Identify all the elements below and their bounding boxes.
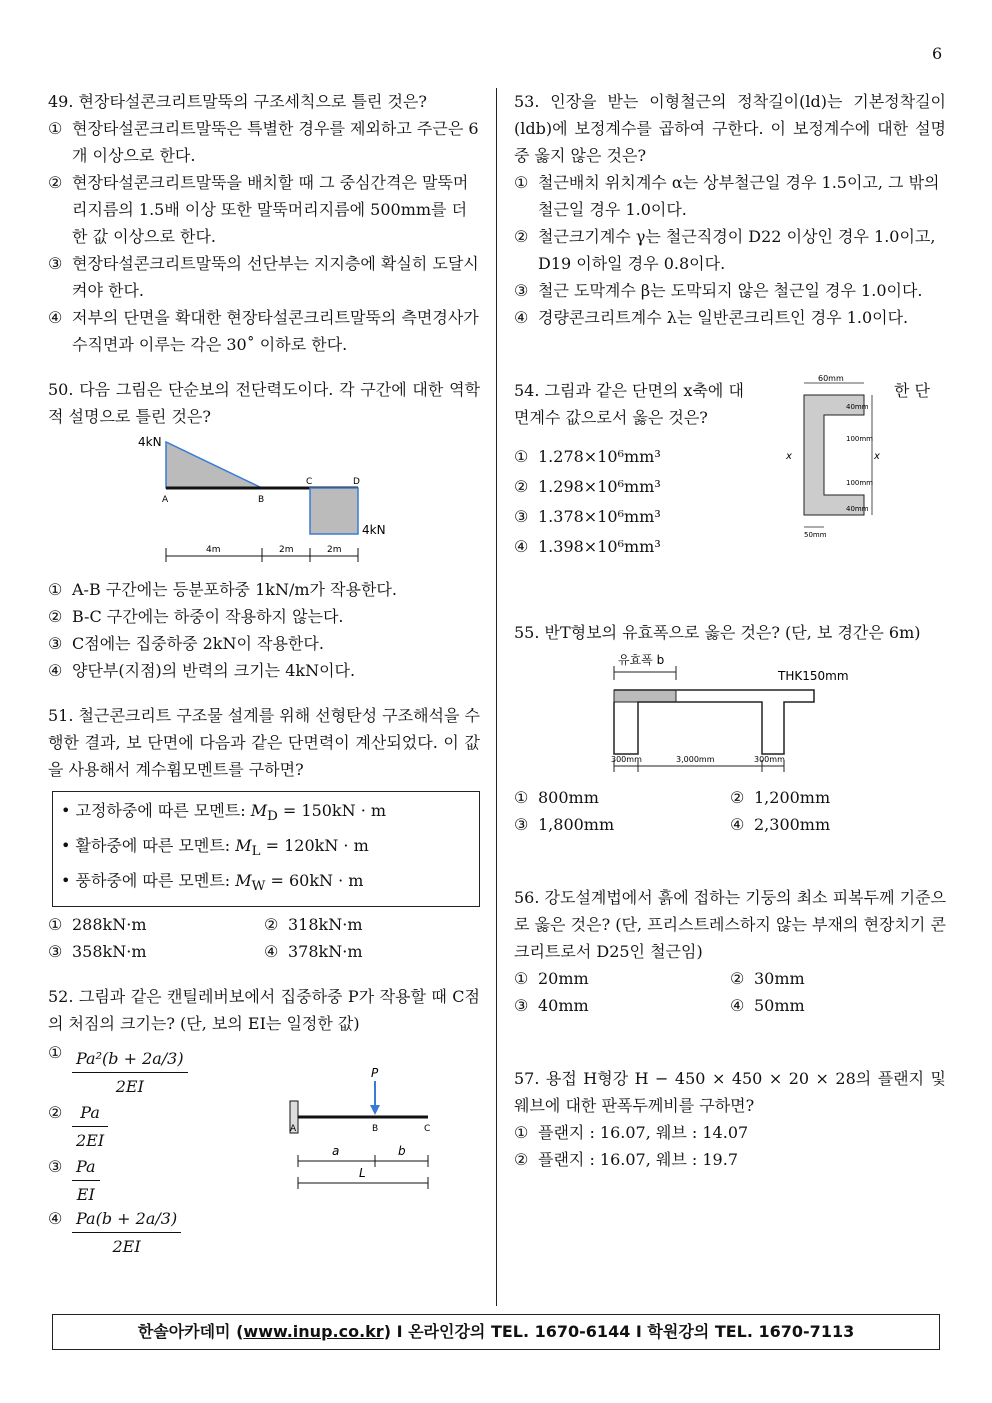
dim-r2: 100mm bbox=[846, 435, 873, 443]
slab-thickness-label: THK150mm bbox=[778, 669, 849, 683]
channel-section bbox=[804, 395, 864, 515]
q49-option-2: ② 현장타설콘크리트말뚝을 배치할 때 그 중심간격은 말뚝머리지름의 1.5배 이상 또한 말뚝머리지름에 500mm를 더한 값 이상으로 한다. bbox=[48, 173, 469, 246]
q53-options bbox=[514, 169, 946, 331]
q52-option-2: ② $\frac{Pa}{2EI}$ bbox=[48, 1099, 188, 1153]
q51-option-1: ① 288kN·m bbox=[48, 914, 147, 934]
dim-r4: 40mm bbox=[846, 505, 869, 513]
shear-force-diagram bbox=[48, 430, 480, 568]
q50-option-4: ④ 양단부(지점)의 반력의 크기는 4kN이다. bbox=[48, 661, 356, 680]
dim-w3: 300mm bbox=[754, 755, 785, 764]
q51-box-line-1: • 고정하중에 따른 모멘트: $M_D = 150kN \cdot m$ bbox=[61, 801, 387, 825]
q55-option-4: ④ 2,300mm bbox=[730, 815, 831, 834]
q51-box-line-2: • 활하중에 따른 모멘트: $M_L = 120kN \cdot m$ bbox=[61, 836, 369, 860]
footer-website-link[interactable]: www.inup.co.kr bbox=[243, 1322, 384, 1341]
dim-w1: 300mm bbox=[611, 755, 642, 764]
q53-option-4: ④ 경량콘크리트계수 λ는 일반콘크리트인 경우 1.0이다. bbox=[514, 308, 909, 327]
channel-section-diagram bbox=[784, 369, 894, 549]
q55-options bbox=[514, 784, 946, 838]
q51-option-2: ② 318kN·m bbox=[264, 914, 363, 934]
point-a: A bbox=[290, 1123, 297, 1134]
q49-stem: 49. 현장타설콘크리트말뚝의 구조세칙으로 틀린 것은? bbox=[48, 92, 427, 111]
q54-block bbox=[514, 374, 946, 557]
q49-options bbox=[48, 115, 480, 358]
q57-stem: 57. 용접 H형강 H − 450 × 450 × 20 × 28의 플랜지 및 웨브에 대한 판폭두께비를 구하면? bbox=[514, 1069, 946, 1115]
q56-option-1: ① 20mm bbox=[514, 969, 589, 988]
t-beam-diagram bbox=[514, 646, 946, 776]
load-label: P bbox=[371, 1066, 379, 1080]
q57-options bbox=[514, 1119, 946, 1173]
effective-width-label: 유효폭 b bbox=[618, 653, 665, 667]
load-arrowhead bbox=[370, 1105, 380, 1115]
q54-stem-right: 한 단 bbox=[894, 381, 930, 400]
point-b: B bbox=[372, 1123, 379, 1134]
q54-option-2: ② 1.298×10⁶mm³ bbox=[514, 477, 661, 496]
q50-stem: 50. 다음 그림은 단순보의 전단력도이다. 각 구간에 대한 역학적 설명으로 틀린 것은? bbox=[48, 380, 480, 426]
q55-option-2: ② 1,200mm bbox=[730, 788, 831, 807]
sfd-negative-region bbox=[310, 488, 358, 534]
cantilever-beam-diagram bbox=[284, 1067, 434, 1197]
page-number: 6 bbox=[932, 44, 943, 63]
sfd-point-b: B bbox=[258, 495, 265, 505]
dim-a: a bbox=[332, 1143, 340, 1158]
sfd-dim-3: 2m bbox=[327, 545, 342, 555]
page-footer: 한솔아카데미 (www.inup.co.kr) I 온라인강의 TEL. 1670-6144 I 학원강의 TEL. 1670-7113 bbox=[52, 1314, 940, 1350]
q56-option-4: ④ 50mm bbox=[730, 996, 805, 1015]
q54-option-4: ④ 1.398×10⁶mm³ bbox=[514, 537, 661, 556]
q57-option-2: ② 플랜지 : 16.07, 웨브 : 19.7 bbox=[514, 1150, 739, 1169]
dim-b: b bbox=[398, 1143, 406, 1158]
q51-stem: 51. 철근콘크리트 구조물 설계를 위해 선형탄성 구조해석을 수행한 결과, 보 단면에 다음과 같은 단면력이 계산되었다. 이 값을 사용해서 계수휨모멘트를 구하면? bbox=[48, 706, 480, 779]
right-column bbox=[514, 88, 946, 1173]
q52-options bbox=[48, 1039, 188, 1265]
dim-top: 60mm bbox=[818, 374, 844, 383]
q56-option-2: ② 30mm bbox=[730, 969, 805, 988]
sfd-point-c: C bbox=[306, 477, 313, 487]
dim-r1: 40mm bbox=[846, 403, 869, 411]
q49-option-4: ④ 저부의 단면을 확대한 현장타설콘크리트말뚝의 측면경사가 수직면과 이루는 각은 30˚ 이하로 한다. bbox=[48, 308, 479, 354]
dim-r3: 100mm bbox=[846, 479, 873, 487]
q55-option-3: ③ 1,800mm bbox=[514, 815, 615, 834]
q51-option-3: ③ 358kN·m bbox=[48, 941, 147, 961]
q55-stem: 55. 반T형보의 유효폭으로 옳은 것은? (단, 보 경간은 6m) bbox=[514, 623, 921, 642]
q56-options bbox=[514, 965, 946, 1019]
q49-option-1: ① 현장타설콘크리트말뚝은 특별한 경우를 제외하고 주근은 6개 이상으로 한다. bbox=[48, 119, 479, 165]
q50-option-3: ③ C점에는 집중하중 2kN이 작용한다. bbox=[48, 634, 324, 653]
effective-flange bbox=[614, 690, 676, 702]
q54-option-1: ① 1.278×10⁶mm³ bbox=[514, 447, 661, 466]
q52-body bbox=[48, 1037, 480, 1267]
q52-option-3: ③ $\frac{Pa}{EI}$ bbox=[48, 1153, 188, 1205]
q50-options bbox=[48, 576, 480, 684]
q51-options bbox=[48, 911, 480, 965]
sfd-positive-region bbox=[166, 442, 262, 488]
q51-option-4: ④ 378kN·m bbox=[264, 941, 363, 961]
sfd-point-d: D bbox=[353, 477, 360, 487]
dim-l: L bbox=[359, 1165, 366, 1180]
sfd-top-label: 4kN bbox=[138, 435, 162, 449]
q53-option-1: ① 철근배치 위치계수 α는 상부철근일 경우 1.5이고, 그 밖의 철근일 경우 1.0이다. bbox=[514, 173, 940, 219]
q53-stem: 53. 인장을 받는 이형철근의 정착길이(ld)는 기본정착길이(ldb)에 보정계수를 곱하여 구한다. 이 보정계수에 대한 설명 중 옳지 않은 것은? bbox=[514, 92, 946, 165]
dim-bottom: 50mm bbox=[804, 531, 827, 539]
sfd-dim-1: 4m bbox=[206, 545, 221, 555]
q49-option-3: ③ 현장타설콘크리트말뚝의 선단부는 지지층에 확실히 도달시켜야 한다. bbox=[48, 254, 479, 300]
q56-stem: 56. 강도설계법에서 흙에 접하는 기둥의 최소 피복두께 기준으로 옳은 것은? (단, 프리스트레스하지 않는 부재의 현장치기 콘크리트로서 D25인 철근임) bbox=[514, 888, 946, 961]
q57-option-1: ① 플랜지 : 16.07, 웨브 : 14.07 bbox=[514, 1123, 749, 1142]
q51-moment-box bbox=[52, 791, 480, 907]
q54-stem-left: 54. 그림과 같은 단면의 x축에 대 면계수 값으로서 옳은 것은? bbox=[514, 381, 744, 427]
axis-x-right: x bbox=[874, 451, 880, 462]
sfd-dim-2: 2m bbox=[279, 545, 294, 555]
q54-option-3: ③ 1.378×10⁶mm³ bbox=[514, 507, 661, 526]
q52-option-1: ① $\frac{\text{Pa²(b + 2a/3)}}{2EI}$ bbox=[48, 1039, 188, 1099]
q51-box-line-3: • 풍하중에 따른 모멘트: $M_W = 60kN \cdot m$ bbox=[61, 871, 364, 895]
q50-option-1: ① A-B 구간에는 등분포하중 1kN/m가 작용한다. bbox=[48, 580, 397, 599]
left-column bbox=[48, 88, 480, 1267]
sfd-point-a: A bbox=[162, 495, 169, 505]
q52-option-4: ④ $\frac{Pa(b + 2a/3)}{2EI}$ bbox=[48, 1205, 188, 1265]
q54-options bbox=[514, 443, 661, 563]
dim-w2: 3,000mm bbox=[676, 755, 715, 764]
q50-option-2: ② B-C 구간에는 하중이 작용하지 않는다. bbox=[48, 607, 344, 626]
axis-x-left: x bbox=[786, 451, 792, 462]
q52-stem: 52. 그림과 같은 캔틸레버보에서 집중하중 P가 작용할 때 C점의 처짐의 크기는? (단, 보의 EI는 일정한 값) bbox=[48, 986, 480, 1033]
q53-option-3: ③ 철근 도막계수 β는 도막되지 않은 철근일 경우 1.0이다. bbox=[514, 281, 923, 300]
sfd-bottom-label: 4kN bbox=[362, 523, 386, 537]
q53-option-2: ② 철근크기계수 γ는 철근직경이 D22 이상인 경우 1.0이고, D19 이하일 경우 0.8이다. bbox=[514, 227, 936, 273]
point-c: C bbox=[424, 1123, 431, 1134]
q56-option-3: ③ 40mm bbox=[514, 996, 589, 1015]
column-divider bbox=[496, 88, 497, 1306]
q55-option-1: ① 800mm bbox=[514, 788, 599, 807]
